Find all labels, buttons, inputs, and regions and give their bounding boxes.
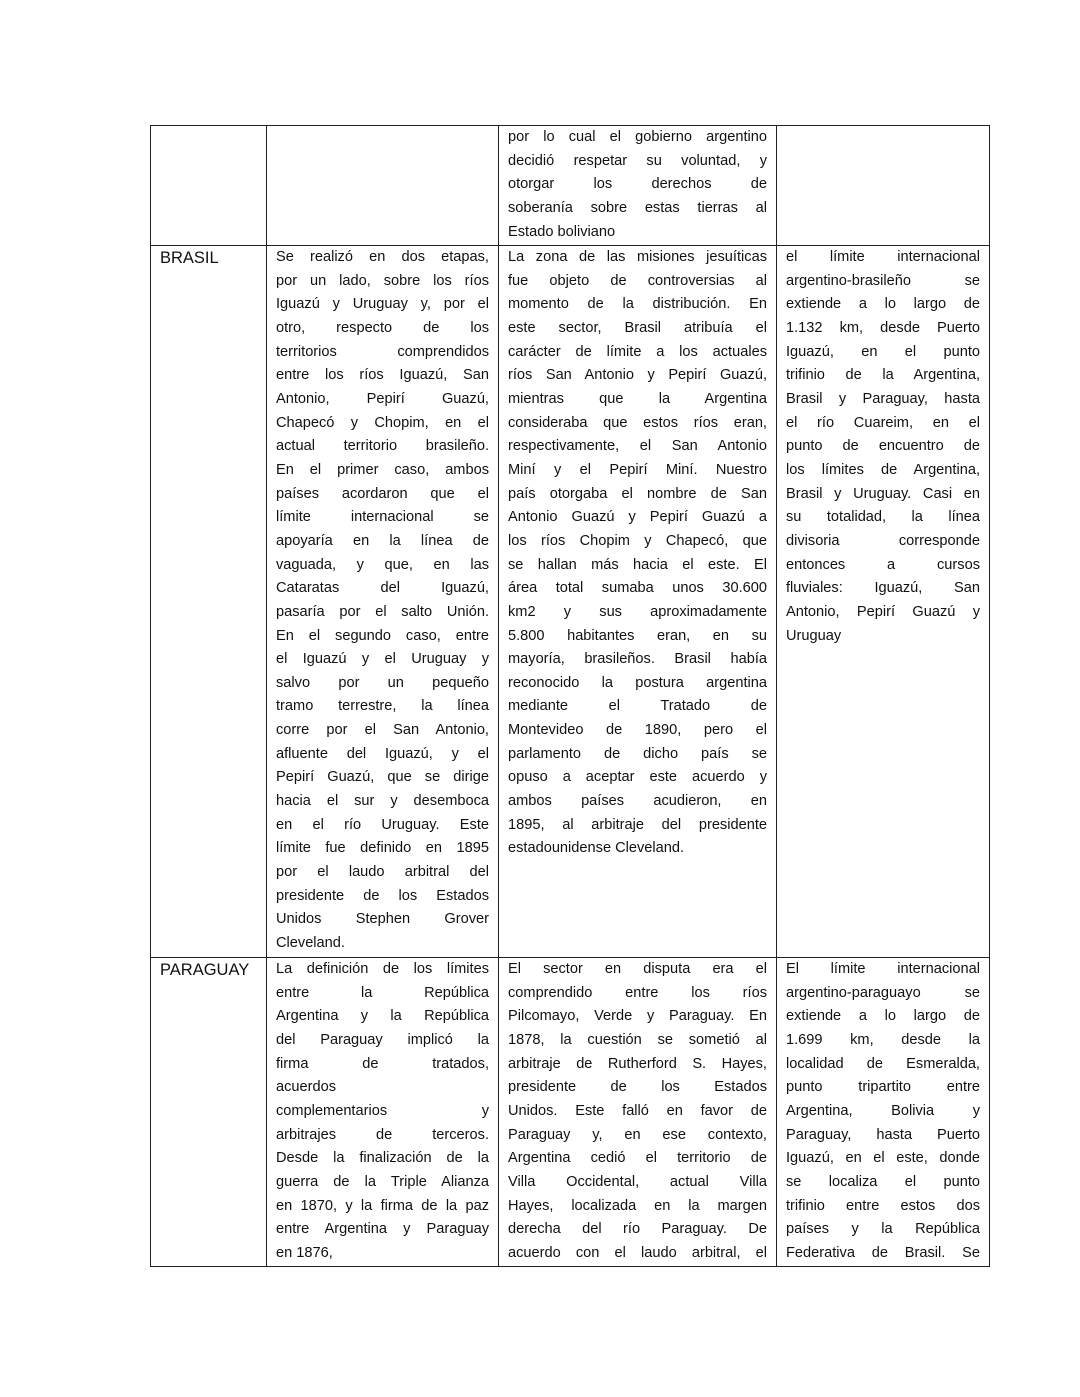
text-line: punto tripartito entre [786,1079,980,1096]
text-line: país otorgaba el nombre de San [508,485,767,502]
text-line: límite internacional se [276,509,489,526]
text-line: área total sumaba unos 30.600 [508,580,767,597]
text-line: Unidos Stephen Grover [276,911,489,928]
text-line: reconocido la postura argentina [508,674,767,691]
text-line: soberanía sobre estas tierras al [508,199,767,216]
text-line: países y la República [786,1221,980,1238]
text-line: actual territorio brasileño. [276,438,489,455]
text-line: Chapecó y Chopim, en el [276,414,489,431]
text-line: El sector en disputa era el [508,961,767,977]
table-row [151,126,990,246]
text-line: respectivamente, el San Antonio [508,438,767,455]
text-line: Argentina cedió el territorio de [508,1150,767,1167]
text-line: Hayes, localizada en la margen [508,1197,767,1214]
text-line: Antonio, Pepirí Guazú, [276,390,489,407]
text-line: salvo por un pequeño [276,674,489,691]
text-line: opuso a aceptar este acuerdo y [508,769,767,786]
text-line: límite fue definido en 1895 [276,840,489,857]
text-line: presidente de los Estados [276,887,489,904]
text-line: acuerdo con el laudo arbitral, el [508,1244,767,1261]
delimitation-cell [267,126,499,246]
text-line: mientras que la Argentina [508,390,767,407]
text-line: Argentina y la República [276,1008,489,1025]
text-line: Federativa de Brasil. Se [786,1244,980,1261]
text-line: Antonio, Pepirí Guazú y [786,603,980,620]
text-line: localidad de Esmeralda, [786,1055,980,1072]
text-line: Estado boliviano [508,223,616,240]
text-line: punto de encuentro de [786,438,980,455]
text-line: corre por el San Antonio, [276,722,489,739]
text-line: en 1876, [276,1244,333,1261]
text-line: se localiza el punto [786,1173,980,1190]
dispute-cell [499,246,777,958]
text-line: Iguazú, en el este, donde [786,1150,980,1167]
text-line: argentino-paraguayo se [786,984,980,1001]
text-line: Paraguay y, en ese contexto, [508,1126,767,1143]
table-row [151,246,990,958]
text-line: momento de la distribución. En [508,296,767,313]
boundary-cell [777,958,990,1267]
text-line: 5.800 habitantes eran, en su [508,627,767,644]
boundary-cell [777,246,990,958]
text-line: En el primer caso, ambos [276,461,489,478]
text-line: Cataratas del Iguazú, [276,580,489,597]
text-line: arbitrajes de terceros. [276,1126,489,1143]
text-line: Paraguay, hasta Puerto [786,1126,980,1143]
text-line: Brasil y Paraguay, hasta [786,390,980,407]
text-line: 1895, al arbitraje del presidente [508,816,767,833]
text-line: estadounidense Cleveland. [508,840,685,857]
text-line: decidió respetar su voluntad, y [508,152,767,169]
text-line: Antonio Guazú y Pepirí Guazú a [508,509,767,526]
text-line: hacia el sur y desemboca [276,793,489,810]
text-line: trifinio de la Argentina, [786,367,980,384]
text-line: fluviales: Iguazú, San [786,580,980,597]
text-line: 1.132 km, desde Puerto [786,319,980,336]
text-line: Se realizó en dos etapas, [276,249,489,265]
boundary-cell [777,126,990,246]
text-line: Pilcomayo, Verde y Paraguay. En [508,1008,767,1025]
text-line: km2 y sus aproximadamente [508,603,767,620]
text-line: derecha del río Paraguay. De [508,1221,767,1238]
text-line: afluente del Iguazú, y el [276,745,489,762]
text-line: Iguazú y Uruguay y, por el [276,296,489,313]
text-line: por un lado, sobre los ríos [276,272,489,289]
text-line: Argentina, Bolivia y [786,1102,980,1119]
text-line: En el segundo caso, entre [276,627,489,644]
text-line: en el río Uruguay. Este [276,816,489,833]
text-line: el Iguazú y el Uruguay y [276,651,489,668]
text-line: entre la República [276,984,489,1001]
text-line: vaguada, y que, en las [276,556,489,573]
text-line: por el laudo arbitral del [276,864,489,881]
text-line: territorios comprendidos [276,343,489,360]
text-line: Desde la finalización de la [276,1150,489,1167]
text-line: mediante el Tratado de [508,698,767,715]
text-line: este sector, Brasil atribuía el [508,319,767,336]
text-line: complementarios y [276,1102,489,1119]
text-line: ambos países acudieron, en [508,793,767,810]
text-line: los límites de Argentina, [786,461,980,478]
dispute-cell [499,126,777,246]
text-line: firma de tratados, [276,1055,489,1072]
text-line: en 1870, y la firma de la paz [276,1197,489,1214]
table-row [151,958,990,1267]
text-line: Montevideo de 1890, pero el [508,722,767,739]
text-line: consideraba que estos ríos eran, [508,414,767,431]
text-line: tramo terrestre, la línea [276,698,489,715]
text-line: países acordaron que el [276,485,489,502]
text-line: entre Argentina y Paraguay [276,1221,489,1238]
text-line: mayoría, brasileños. Brasil había [508,651,767,668]
text-line: argentino-brasileño se [786,272,980,289]
text-line: Unidos. Este falló en favor de [508,1102,767,1119]
text-line: carácter de límite a los actuales [508,343,767,360]
text-line: Cleveland. [276,935,345,952]
text-line: 1878, la cuestión se sometió al [508,1031,767,1048]
text-line: otro, respecto de los [276,319,489,336]
text-line: el río Cuareim, en el [786,414,980,431]
text-line: Miní y el Pepirí Miní. Nuestro [508,461,767,478]
text-line: comprendido entre los ríos [508,984,767,1001]
text-line: presidente de los Estados [508,1079,767,1096]
delimitation-cell [267,246,499,958]
text-line: divisoria corresponde [786,532,980,549]
text-line: La zona de las misiones jesuíticas [508,249,767,265]
text-line: acuerdos [276,1079,337,1096]
text-line: parlamento de dicho país se [508,745,767,762]
country-cell [151,126,267,246]
text-line: los ríos Chopim y Chapecó, que [508,532,767,549]
text-line: entre los ríos Iguazú, San [276,367,489,384]
text-line: Pepirí Guazú, que se dirige [276,769,489,786]
text-line: por lo cual el gobierno argentino [508,129,767,145]
text-line: El límite internacional [786,961,980,977]
text-line: guerra de la Triple Alianza [276,1173,489,1190]
text-line: el límite internacional [786,249,980,265]
text-line: ríos San Antonio y Pepirí Guazú, [508,367,767,384]
dispute-cell [499,958,777,1267]
text-line: 1.699 km, desde la [786,1031,980,1048]
text-line: trifinio entre estos dos [786,1197,980,1214]
text-line: del Paraguay implicó la [276,1031,489,1048]
text-line: su totalidad, la línea [786,509,980,526]
text-line: fue objeto de controversias al [508,272,767,289]
text-line: se hallan más hacia el este. El [508,556,767,573]
text-line: arbitraje de Rutherford S. Hayes, [508,1055,767,1072]
text-line: Villa Occidental, actual Villa [508,1173,767,1190]
borders-table [150,125,990,1267]
text-line: La definición de los límites [276,961,489,977]
delimitation-cell [267,958,499,1267]
text-line: Brasil y Uruguay. Casi en [786,485,980,502]
country-cell: BRASIL [151,246,267,958]
text-line: otorgar los derechos de [508,176,767,193]
text-line: extiende a lo largo de [786,296,980,313]
text-line: entonces a cursos [786,556,980,573]
text-line: Uruguay [786,627,842,644]
text-line: extiende a lo largo de [786,1008,980,1025]
text-line: pasaría por el salto Unión. [276,603,489,620]
country-cell: PARAGUAY [151,958,267,1267]
text-line: apoyaría en la línea de [276,532,489,549]
text-line: Iguazú, en el punto [786,343,980,360]
